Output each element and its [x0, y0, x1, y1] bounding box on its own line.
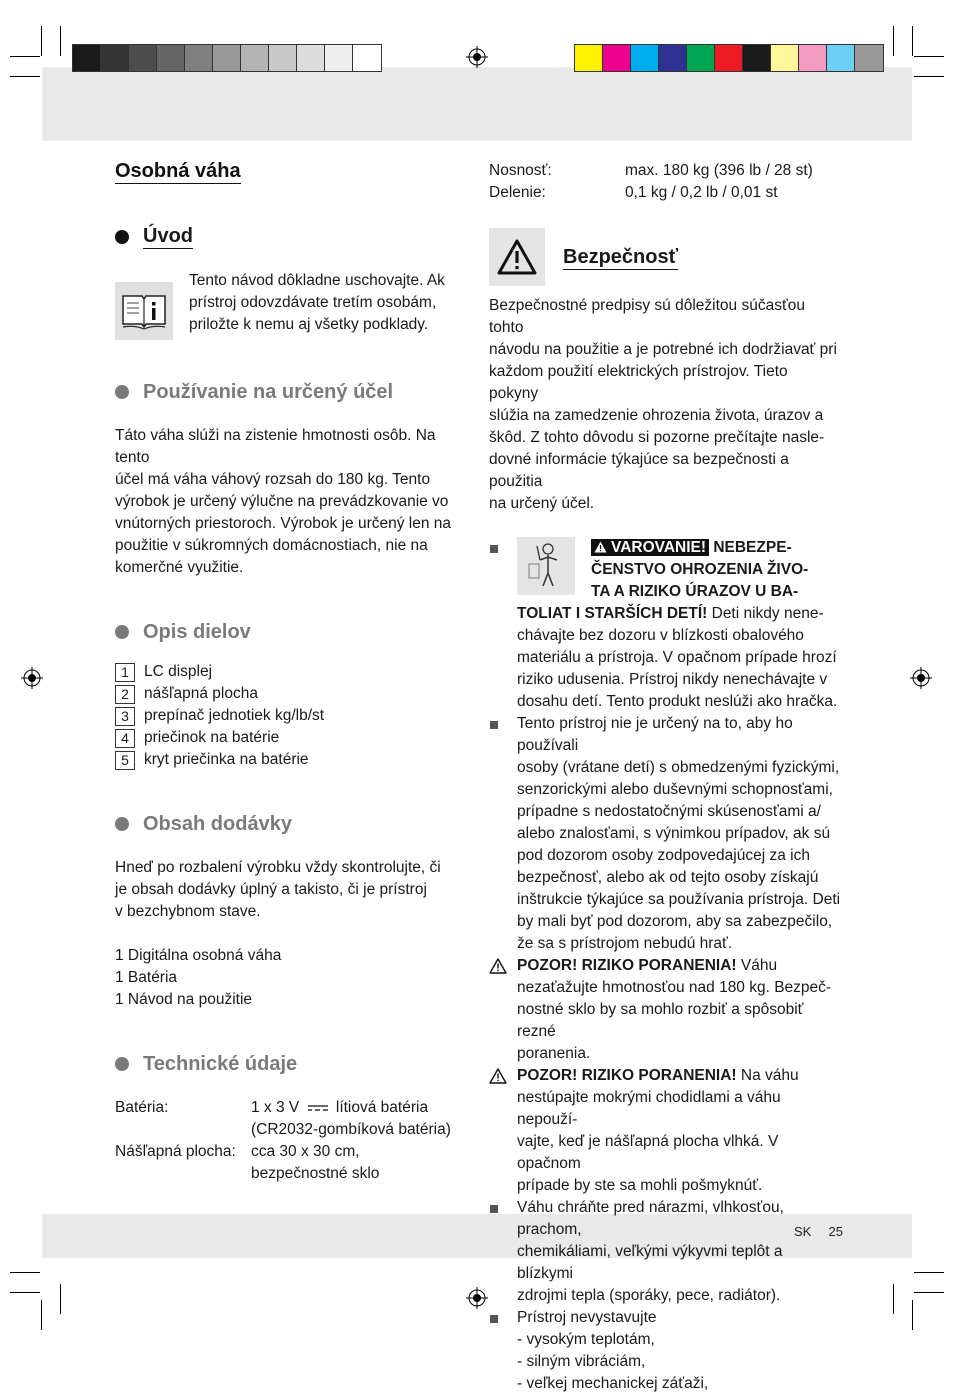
spec-value: bezpečnostné sklo: [251, 1165, 380, 1182]
caution-text: [517, 1065, 841, 1197]
warning-head-block: [517, 537, 841, 603]
caution-triangle-icon: [489, 955, 517, 1065]
text-line: Váhu chráňte pred nárazmi, vlhkosťou, prachom,: [517, 1199, 784, 1238]
text-line: Táto váha slúži na zistenie hmotnosti osôb. Na tento: [115, 427, 436, 466]
crop-mark: [914, 56, 944, 57]
spec-label: Delenie:: [489, 184, 546, 201]
color-swatch: [353, 45, 381, 71]
list-item: 1 Digitálna osobná váha: [115, 947, 282, 964]
text-line: výrobok je určený výlučne na prevádzkovanie vo: [115, 493, 449, 510]
spec-row: [115, 1141, 470, 1163]
crop-mark: [60, 26, 61, 56]
spec-label-empty: [115, 1119, 251, 1141]
text-line: zdrojmi tepla (sporáky, pece, radiátor).: [517, 1287, 781, 1304]
spec-label: Nášľapná plocha:: [115, 1143, 236, 1160]
text-line: by mali byť pod dozorom, aby sa zabezpečilo,: [517, 913, 833, 930]
spec-value: 0,1 kg / 0,2 lb / 0,01 st: [625, 184, 778, 201]
part-label: priečinok na batérie: [144, 729, 280, 746]
part-number: 3: [115, 707, 135, 726]
left-column: [115, 155, 470, 1185]
text-line: riziko udusenia. Prístroj nikdy nenechávajte v: [517, 671, 828, 688]
bullet-dot-icon: [115, 817, 129, 831]
child-warning-icon: [517, 537, 575, 595]
text-line: Bezpečnostné predpisy sú dôležitou súčasťou tohto: [489, 297, 806, 336]
part-number: 2: [115, 685, 135, 704]
crop-mark: [10, 1272, 40, 1273]
list-item: [115, 749, 470, 771]
page-footer: [794, 1224, 843, 1239]
text-line: dovné informácie týkajúce sa bezpečnosti a použitia: [489, 451, 789, 490]
color-swatch: [743, 45, 771, 71]
gray-calibration-bar: [72, 44, 382, 72]
text-line: pod dozorom osoby zodpovedajúcej za ich: [517, 847, 810, 864]
part-number: 1: [115, 663, 135, 682]
color-swatch: [855, 45, 883, 71]
text-line: priložte k nemu aj všetky podklady.: [189, 316, 429, 333]
color-swatch: [101, 45, 129, 71]
crop-mark: [41, 1300, 42, 1330]
section-heading-label: Technické údaje: [143, 1053, 298, 1075]
spec-label: Batéria:: [115, 1099, 169, 1116]
crop-mark: [10, 56, 40, 57]
list-item: [115, 727, 470, 749]
section-heading-label: Bezpečnosť: [563, 245, 679, 268]
spec-row: [115, 1119, 470, 1141]
info-book-icon: [115, 282, 173, 340]
text-line: alebo znalosťami, s výnimkou prípadov, ak sú: [517, 825, 831, 842]
spec-value: [251, 1097, 428, 1119]
safety-intro: [489, 295, 841, 515]
language-code: SK: [793, 1224, 812, 1239]
text-line: v bezchybnom stave.: [115, 903, 261, 920]
caution-text: [517, 955, 841, 1065]
text-line: každom použití elektrických prístrojov. Tieto pokyny: [489, 363, 788, 402]
text-line: poranenia.: [517, 1045, 591, 1062]
text-line: že sa s prístrojom nebudú hrať.: [517, 935, 733, 952]
text-line: chemikáliami, veľkými výkyvmi teplôt a blízkymi: [517, 1243, 783, 1282]
color-swatch: [771, 45, 799, 71]
bullet-dot-icon: [115, 385, 129, 399]
text-line: prípade by ste sa mohli pošmyknúť.: [517, 1177, 763, 1194]
warning-body: [517, 537, 841, 713]
warning-title: NEBEZPE-: [713, 539, 792, 556]
safety-bullet: [489, 1307, 841, 1395]
part-label: prepínač jednotiek kg/lb/st: [144, 707, 325, 724]
text-line: Prístroj nevystavujte: [517, 1309, 657, 1326]
registration-mark-icon: [910, 667, 932, 689]
part-label: nášľapná plocha: [144, 685, 258, 702]
section-heading-parts: [115, 621, 470, 643]
text-line: Tento prístroj nie je určený na to, aby ho používali: [517, 715, 793, 754]
spec-label: Nosnosť:: [489, 162, 552, 179]
text-line: senzorickými alebo duševnými schopnosťami,: [517, 781, 833, 798]
color-swatch: [687, 45, 715, 71]
info-note: [115, 270, 470, 340]
text-line: Hneď po rozbalení výrobku vždy skontrolujte, či: [115, 859, 441, 876]
text-line: prístroj odovzdávate tretím osobám,: [189, 294, 437, 311]
spec-row: [115, 1097, 470, 1119]
text-line: osoby (vrátane detí) s obmedzenými fyzickými,: [517, 759, 840, 776]
spec-row: [489, 160, 841, 182]
spec-label-empty: [115, 1163, 251, 1185]
header-band: [42, 67, 912, 141]
text-line: Deti nikdy nene-: [707, 605, 824, 622]
color-swatch: [297, 45, 325, 71]
text-line: komerčné využitie.: [115, 559, 244, 576]
text-line: dosahu detí. Tento produkt neslúži ako hračka.: [517, 693, 838, 710]
registration-mark-icon: [21, 667, 43, 689]
color-swatch: [269, 45, 297, 71]
bullet-text: [517, 1307, 841, 1395]
warning-triangle-icon: [489, 228, 545, 286]
caution-item: [489, 955, 841, 1065]
warning-badge-label: VAROVANIE!: [611, 539, 707, 556]
right-column: [489, 160, 841, 1395]
section-heading-delivery: [115, 813, 470, 835]
part-label: LC displej: [144, 663, 213, 680]
text-line: Váhu: [736, 957, 778, 974]
text-line: nezaťažujte hmotnosťou nad 180 kg. Bezpeč-: [517, 979, 832, 996]
section-heading-intro: [115, 224, 470, 249]
bullet-square-icon: [489, 1197, 517, 1307]
color-swatch: [213, 45, 241, 71]
part-number: 4: [115, 729, 135, 748]
crop-mark: [60, 1284, 61, 1314]
section-heading-label: Opis dielov: [143, 621, 251, 643]
list-item: [115, 705, 470, 727]
color-swatch: [129, 45, 157, 71]
text-line: nostné sklo by sa mohlo rozbiť a spôsobiť rezné: [517, 1001, 804, 1040]
text-line: nestúpajte mokrými chodidlami a váhu nepouží-: [517, 1089, 781, 1128]
text-line: použitie v súkromných domácnostiach, nie na: [115, 537, 428, 554]
spec-value: cca 30 x 30 cm,: [251, 1143, 360, 1160]
text-line: vnútorných priestoroch. Výrobok je určený len na: [115, 515, 452, 532]
page-number: 25: [828, 1224, 843, 1239]
text-line: bezpečnosť, alebo ak od tejto osoby získajú: [517, 869, 819, 886]
crop-mark: [893, 26, 894, 56]
safety-bullet: [489, 1197, 841, 1307]
section-heading-intended-use: [115, 381, 470, 403]
bullet-square-icon: [489, 1307, 517, 1395]
crop-mark: [41, 26, 42, 56]
list-item: 1 Návod na použitie: [115, 991, 253, 1008]
text-line: chávajte bez dozoru v blízkosti obalového: [517, 627, 804, 644]
color-swatch: [325, 45, 353, 71]
list-item: [115, 661, 470, 683]
crop-mark: [914, 1292, 944, 1293]
caution-title: POZOR! RIZIKO PORANENIA!: [517, 1067, 737, 1084]
spec-row: [489, 182, 841, 204]
text-line: - veľkej mechanickej záťaži,: [517, 1375, 709, 1392]
bullet-dot-icon: [115, 1057, 129, 1071]
color-calibration-bar: [574, 44, 884, 72]
color-swatch: [241, 45, 269, 71]
warning-title: ČENSTVO OHROZENIA ŽIVO-: [591, 561, 809, 578]
info-text: [189, 270, 459, 340]
delivery-text: [115, 857, 470, 923]
section-heading-label: Používanie na určený účel: [143, 381, 394, 403]
text-line: slúžia na zamedzenie ohrozenia života, úrazov a: [489, 407, 824, 424]
color-swatch: [157, 45, 185, 71]
color-swatch: [73, 45, 101, 71]
registration-mark-icon: [466, 46, 488, 68]
list-item: 1 Batéria: [115, 969, 178, 986]
caution-item: [489, 1065, 841, 1197]
text-line: je obsah dodávky úplný a takisto, či je prístroj: [115, 881, 427, 898]
bullet-text: [517, 713, 841, 955]
spec-row: [115, 1163, 470, 1185]
warning-head-line: [591, 537, 808, 559]
intended-use-text: [115, 425, 470, 579]
section-heading-tech: [115, 1053, 470, 1075]
bullet-text: [517, 1197, 841, 1307]
text-line: škôd. Z tohto dôvodu si pozorne prečítajte nasle-: [489, 429, 825, 446]
text-line: materiálu a prístroja. V opačnom prípade hrozí: [517, 649, 837, 666]
color-swatch: [799, 45, 827, 71]
list-item: [115, 683, 470, 705]
registration-mark-icon: [466, 1287, 488, 1309]
safety-bullet: [489, 713, 841, 955]
section-heading-label: Obsah dodávky: [143, 813, 292, 835]
text-line: prípadne s nedostatočnými skúsenosťami a/: [517, 803, 821, 820]
warning-children: [489, 537, 841, 713]
dc-symbol-icon: [307, 1103, 329, 1113]
warning-badge: [591, 539, 709, 556]
color-swatch: [631, 45, 659, 71]
text-line: Na váhu: [736, 1067, 799, 1084]
color-swatch: [827, 45, 855, 71]
spec-value: max. 180 kg (396 lb / 28 st): [625, 162, 813, 179]
crop-mark: [914, 76, 944, 77]
color-swatch: [603, 45, 631, 71]
crop-mark: [914, 1272, 944, 1273]
delivery-items: [115, 945, 470, 1011]
crop-mark: [912, 26, 913, 56]
crop-mark: [893, 1284, 894, 1314]
section-heading-label: Úvod: [143, 225, 193, 247]
color-swatch: [575, 45, 603, 71]
text-line: inštrukcie týkajúce sa používania prístroja. Deti: [517, 891, 841, 908]
text-line: Tento návod dôkladne uschovajte. Ak: [189, 272, 445, 289]
warning-title: TOLIAT I STARŠÍCH DETÍ!: [517, 605, 708, 622]
part-number: 5: [115, 751, 135, 770]
caution-title: POZOR! RIZIKO PORANENIA!: [517, 957, 737, 974]
parts-list: [115, 661, 470, 771]
warning-head-lines: [591, 537, 808, 603]
bullet-dot-icon: [115, 230, 129, 244]
spec-value-part: 1 x 3 V: [251, 1099, 300, 1116]
tech-specs: [115, 1097, 470, 1185]
crop-mark: [912, 1300, 913, 1330]
crop-mark: [10, 76, 40, 77]
crop-mark: [10, 1292, 40, 1293]
text-line: - silným vibráciám,: [517, 1353, 646, 1370]
part-label: kryt priečinka na batérie: [144, 751, 309, 768]
spec-value-part: lítiová batéria: [335, 1099, 429, 1116]
spec-value: (CR2032-gombíková batéria): [251, 1121, 451, 1138]
bullet-square-icon: [489, 537, 517, 713]
bullet-square-icon: [489, 713, 517, 955]
color-swatch: [659, 45, 687, 71]
text-line: - vysokým teplotám,: [517, 1331, 655, 1348]
warning-title: TA A RIZIKO ÚRAZOV U BA-: [591, 583, 799, 600]
bullet-dot-icon: [115, 625, 129, 639]
text-line: vajte, keď je nášľapná plocha vlhká. V opačnom: [517, 1133, 779, 1172]
text-line: návodu na použitie a je potrebné ich dodržiavať pri: [489, 341, 837, 358]
color-swatch: [185, 45, 213, 71]
caution-triangle-icon: [489, 1065, 517, 1197]
text-line: účel má váha váhový rozsah do 180 kg. Tento: [115, 471, 431, 488]
page-title: Osobná váha: [115, 160, 241, 182]
section-heading-safety: [489, 228, 841, 286]
color-swatch: [715, 45, 743, 71]
text-line: na určený účel.: [489, 495, 595, 512]
